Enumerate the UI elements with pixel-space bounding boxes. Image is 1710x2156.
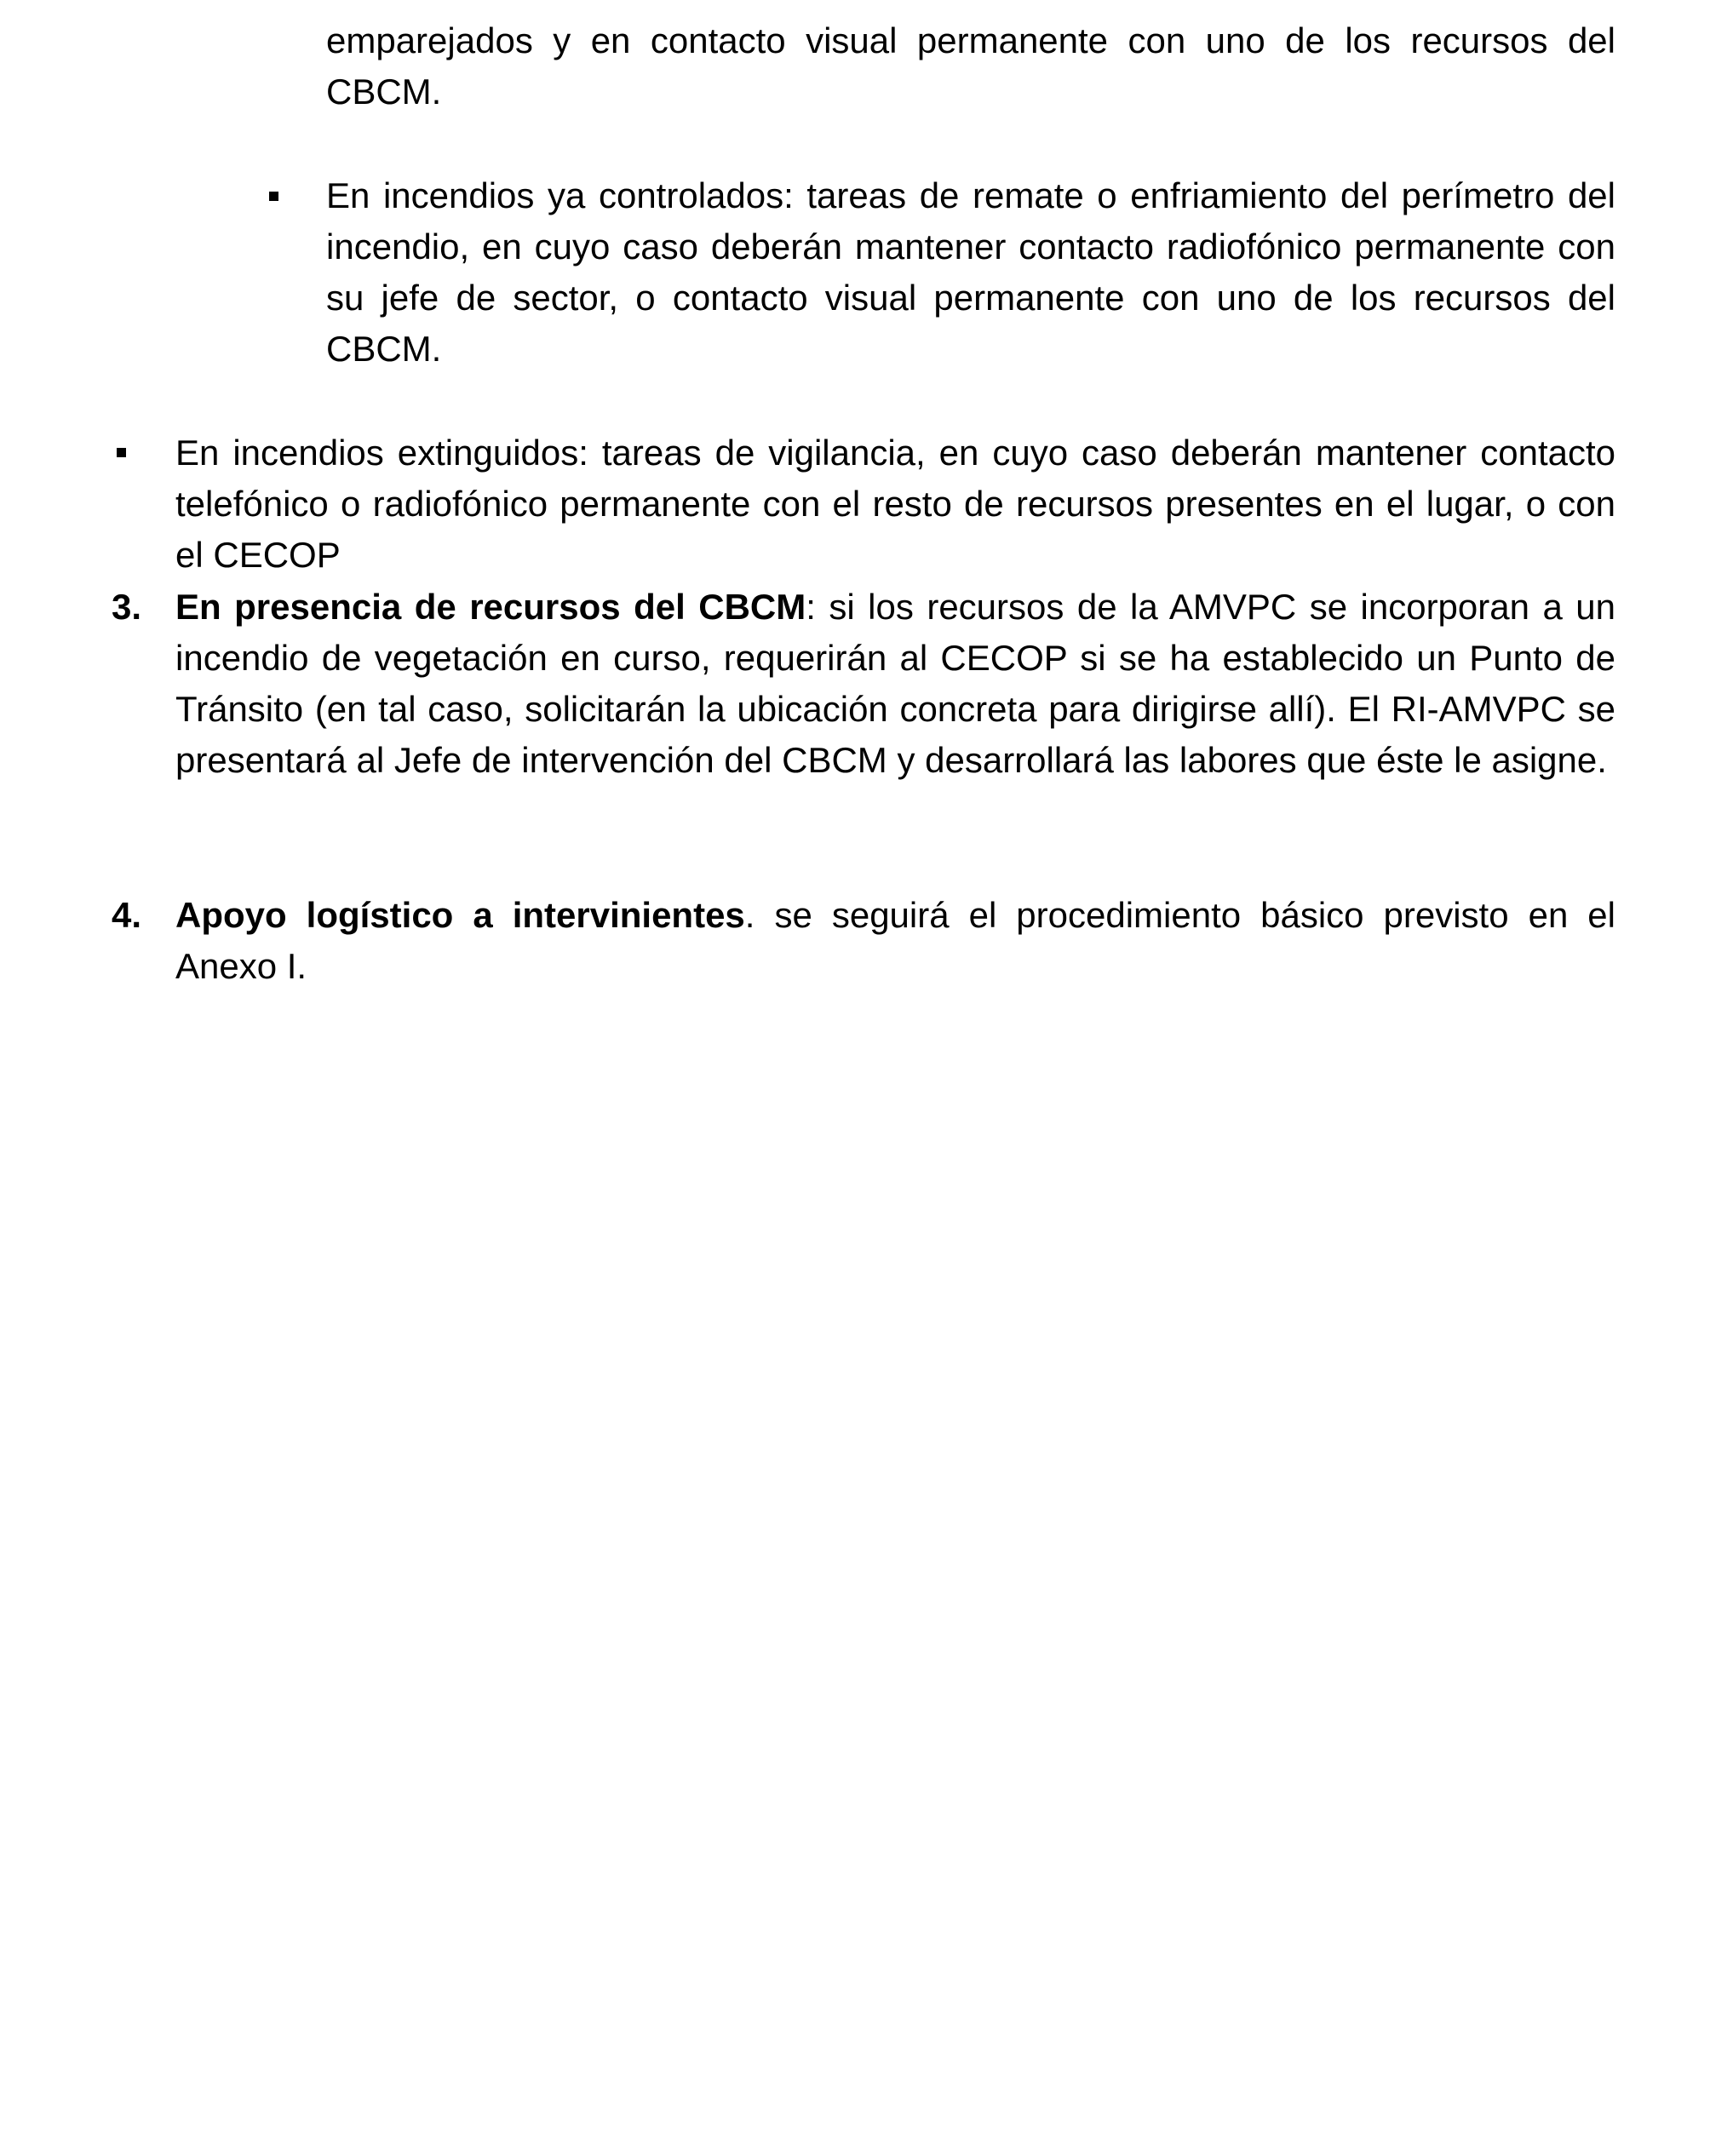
item4-paragraph <box>175 890 1615 992</box>
bullet-extinguidos <box>175 427 1615 581</box>
item4-number: 4. <box>112 895 142 935</box>
item4-bold-heading: Apoyo logístico a intervinientes <box>175 895 745 935</box>
item4-body-text: . se seguirá el procedimiento básico previsto en el Anexo I. <box>175 895 1615 986</box>
item3-body-text: : si los recursos de la AMVPC se incorporan a un incendio de vegetación en curso, requerirán al CECOP si se ha establecido un Punto de Tránsito (en tal caso, solicitarán la ubicación concreta para dirigirse allí). El RI-AMVPC se presentará al Jefe de intervención del CBCM y desarrollará las labores que éste le asigne. <box>175 587 1615 780</box>
item3-paragraph <box>175 582 1615 786</box>
sub-bullet-square-icon <box>269 192 278 201</box>
bullet-extinguidos-text: En incendios extinguidos: tareas de vigilancia, en cuyo caso deberán mantener contacto telefónico o radiofónico permanente con el resto de recursos presentes en el lugar, o con el CECOP <box>175 433 1615 575</box>
sub-bullet-controlados-text: En incendios ya controlados: tareas de remate o enfriamiento del perímetro del incendio, en cuyo caso deberán mantener contacto radiofónico permanente con su jefe de sector, o contacto visual permanente con uno de los recursos del CBCM. <box>326 175 1615 369</box>
continuation-paragraph <box>326 15 1615 118</box>
item3-bold-heading: En presencia de recursos del CBCM <box>175 587 806 627</box>
continuation-text: emparejados y en contacto visual permanente con uno de los recursos del CBCM. <box>326 20 1615 112</box>
sub-bullet-controlados <box>326 170 1615 375</box>
item3-number: 3. <box>112 587 142 627</box>
bullet-square-icon <box>117 448 126 457</box>
